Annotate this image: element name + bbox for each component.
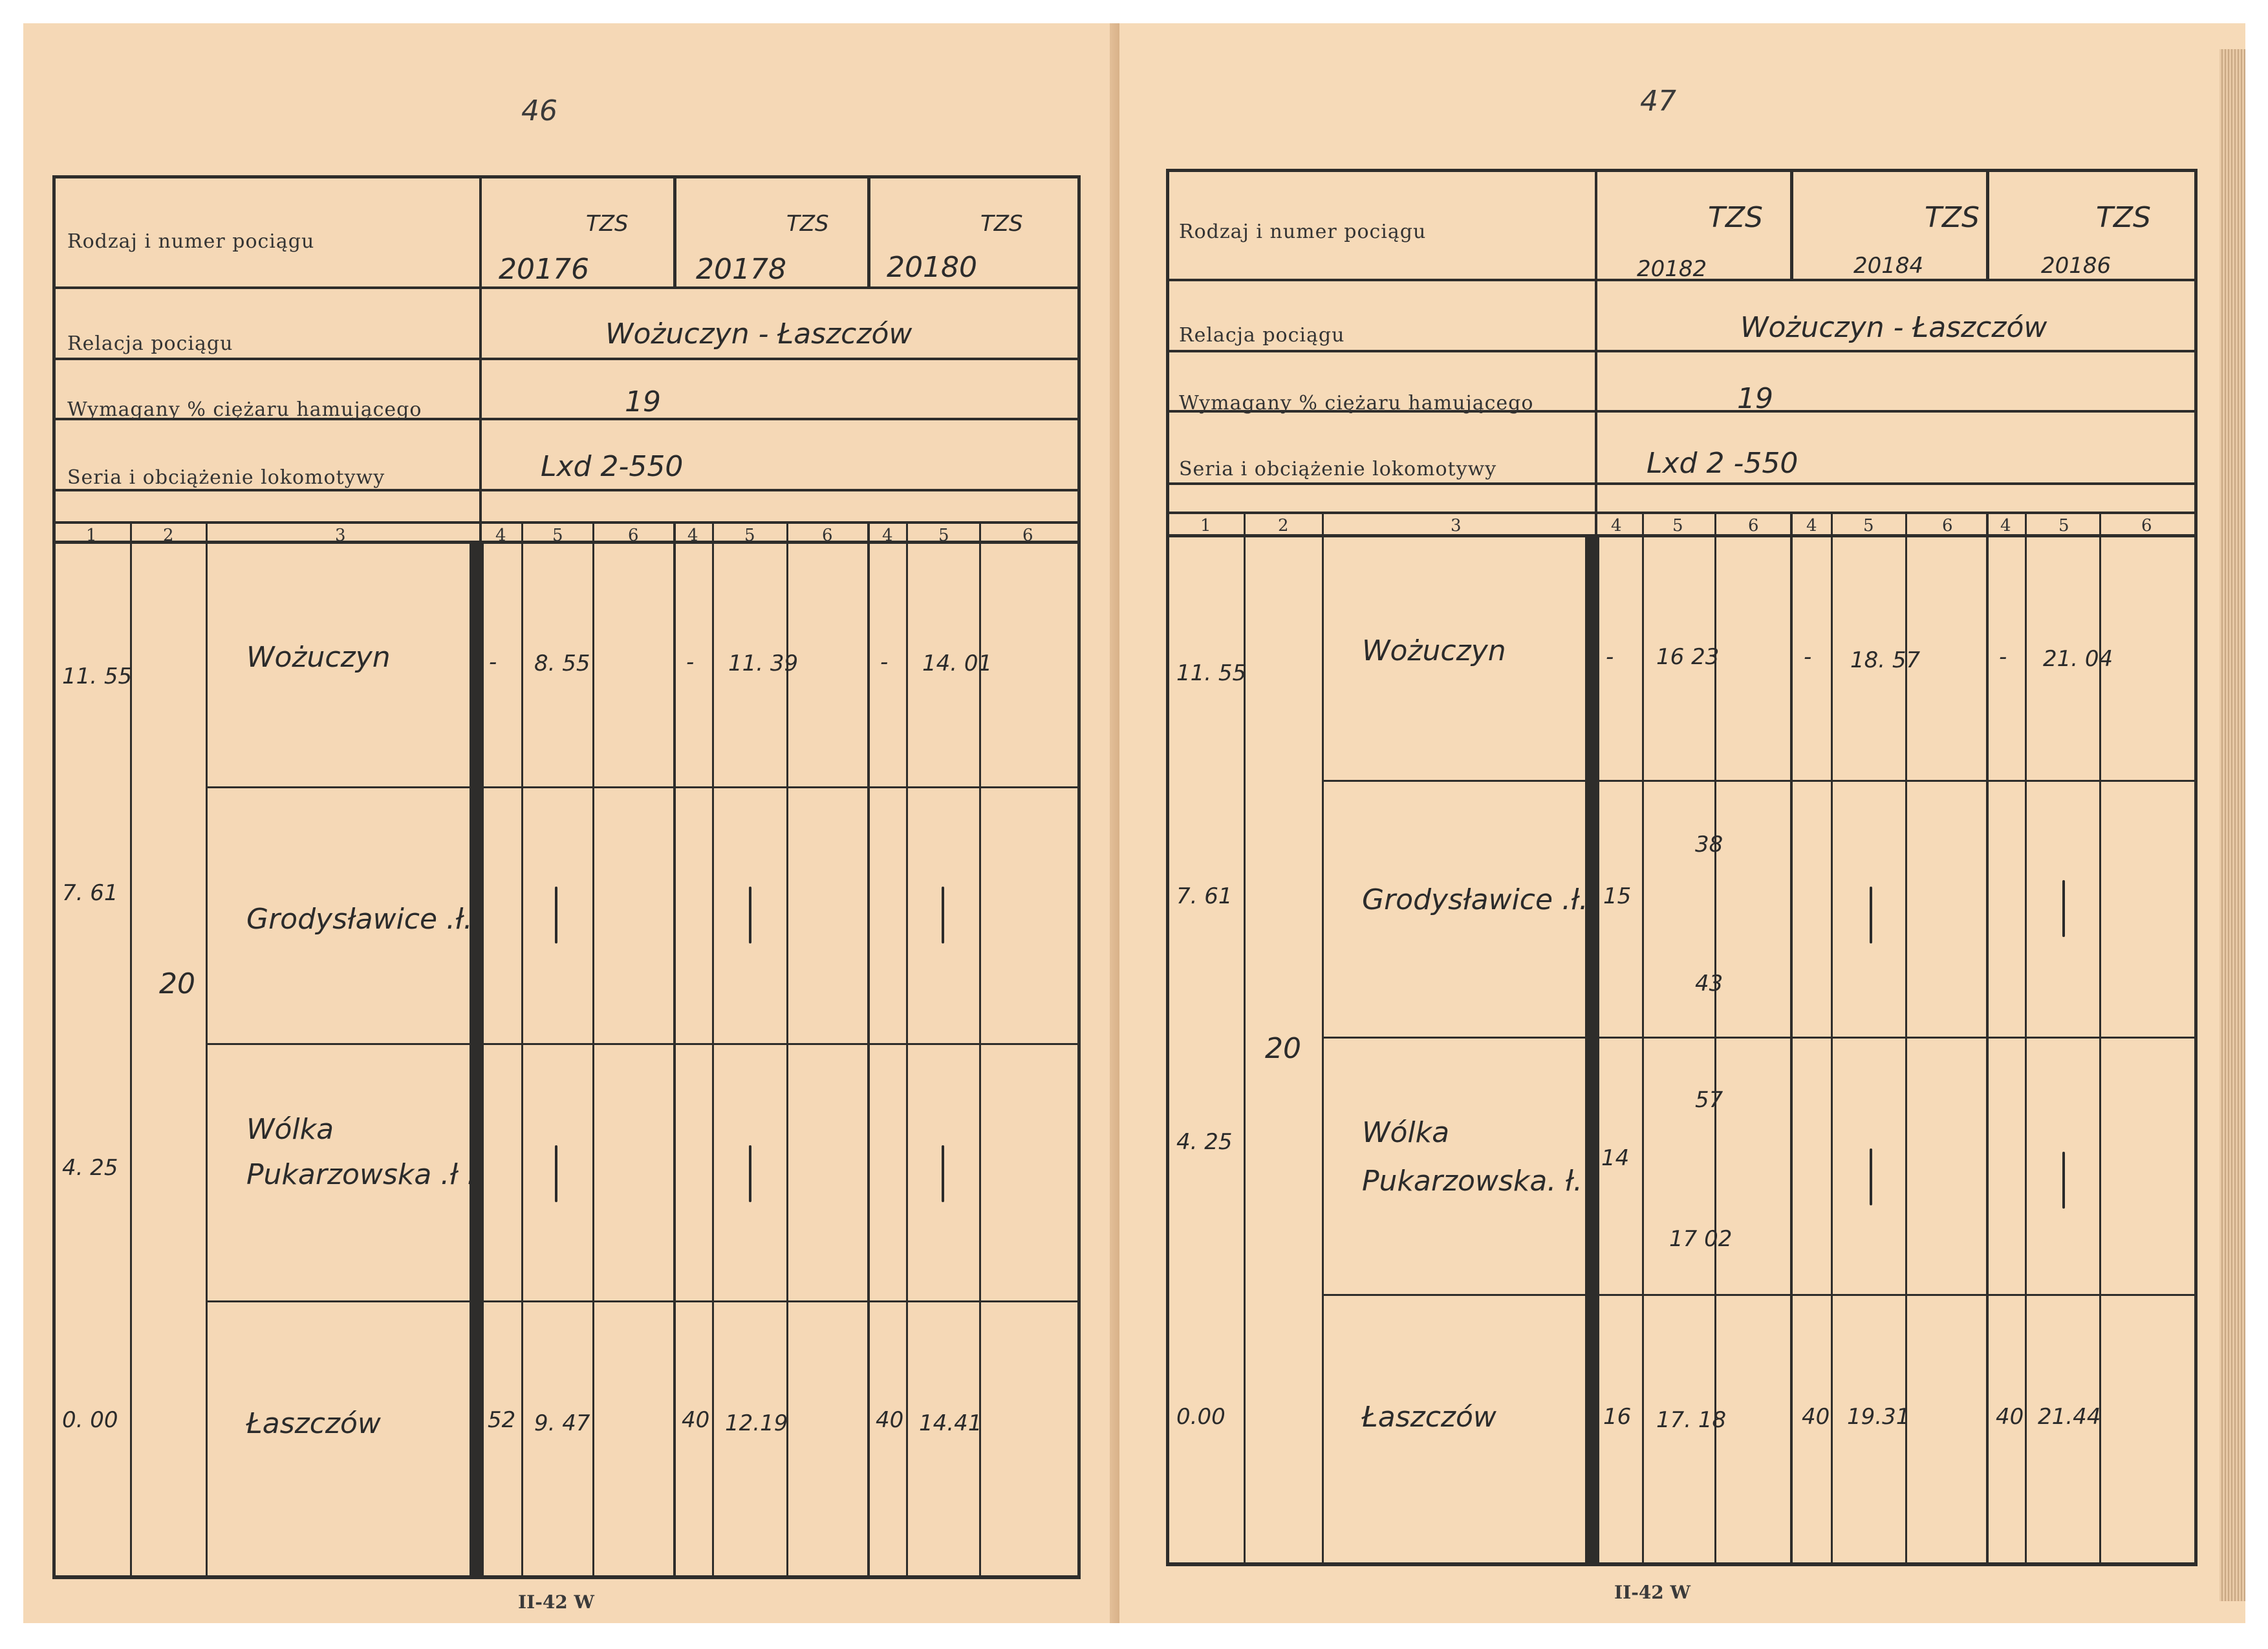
- time-mark: -: [1606, 644, 1614, 670]
- relation-label: Relacja pociągu: [1179, 324, 1345, 347]
- station-km: 4. 25: [62, 1155, 118, 1181]
- departure-time: 11. 39: [728, 651, 799, 676]
- column-number: 4: [687, 526, 698, 545]
- column-number: 6: [1022, 526, 1033, 545]
- arrival-time: 57: [1695, 1087, 1723, 1113]
- departure-time: 8. 55: [534, 651, 590, 676]
- departure-time: 18. 57: [1850, 647, 1921, 673]
- arrival-minutes: 52: [488, 1407, 516, 1433]
- column-number: 6: [822, 526, 833, 545]
- train-type-label: Rodzaj i numer pociągu: [67, 230, 315, 253]
- train-type-label: Rodzaj i numer pociągu: [1179, 221, 1427, 243]
- train-number: 20180: [887, 251, 977, 284]
- distance-value: 20: [1265, 1032, 1301, 1065]
- brake-label: Wymagany % ciężaru hamującego: [67, 398, 422, 421]
- pass-through-mark: [749, 887, 751, 943]
- departure-time: 14. 01: [922, 651, 993, 676]
- departure-time: 21. 04: [2043, 646, 2113, 672]
- page-number: 46: [521, 94, 557, 127]
- column-number: 6: [2141, 516, 2152, 535]
- right-page: [1119, 23, 2245, 1623]
- column-number: 4: [2000, 516, 2011, 535]
- pass-through-mark: [942, 887, 944, 943]
- book-spread: [23, 23, 2245, 1623]
- column-number: 6: [1942, 516, 1953, 535]
- arrival-time: 38: [1695, 832, 1723, 857]
- station-name: Łaszczów: [246, 1407, 381, 1440]
- pass-through-mark: [942, 1145, 944, 1202]
- train-type: TZS: [980, 211, 1023, 237]
- station-name: Grodysławice .ł.: [1362, 883, 1588, 916]
- column-number: 5: [2058, 516, 2069, 535]
- relation-value: Wożuczyn - Łaszczów: [1740, 311, 2047, 344]
- train-type: TZS: [2096, 201, 2151, 234]
- train-type: TZS: [1925, 201, 1980, 234]
- station-km: 11. 55: [1176, 660, 1247, 686]
- column-number: 6: [628, 526, 639, 545]
- relation-label: Relacja pociągu: [67, 332, 233, 355]
- station-km: 0. 00: [62, 1407, 118, 1433]
- arrival-time: 9. 47: [534, 1410, 590, 1436]
- page-edge: [2219, 49, 2245, 1601]
- loco-label: Seria i obciążenie lokomotywy: [67, 466, 385, 489]
- arrival-minutes: 40: [682, 1407, 710, 1433]
- arrival-time: 17. 18: [1656, 1407, 1727, 1433]
- station-name: Pukarzowska .ł .: [246, 1158, 476, 1191]
- departure-time: 43: [1695, 971, 1723, 997]
- column-number: 5: [744, 526, 755, 545]
- column-number: 4: [1806, 516, 1817, 535]
- column-number: 5: [1672, 516, 1683, 535]
- arrival-time: 19.31: [1847, 1404, 1910, 1430]
- train-number: 20176: [499, 253, 589, 286]
- station-km: 0.00: [1176, 1404, 1226, 1430]
- arrival-minutes: 40: [1996, 1404, 2024, 1430]
- column-number: 6: [1748, 516, 1759, 535]
- column-number: 1: [1200, 516, 1211, 535]
- pass-through-mark: [749, 1145, 751, 1202]
- column-number: 5: [552, 526, 563, 545]
- column-number: 4: [882, 526, 893, 545]
- station-km: 11. 55: [62, 663, 133, 689]
- station-km: 7. 61: [62, 880, 118, 906]
- arrival-time: 14.41: [919, 1410, 982, 1436]
- loco-label: Seria i obciążenie lokomotywy: [1179, 458, 1497, 480]
- arrival-minutes: 16: [1603, 1404, 1632, 1430]
- arrival-minutes: 40: [876, 1407, 904, 1433]
- arrival-minutes: 40: [1802, 1404, 1830, 1430]
- station-name: Wożuczyn: [1362, 634, 1506, 667]
- arrival-time: 21.44: [2038, 1404, 2101, 1430]
- dwell-minutes: 14: [1601, 1145, 1630, 1171]
- column-number: 1: [86, 526, 97, 545]
- train-type: TZS: [1708, 201, 1763, 234]
- train-type: TZS: [786, 211, 829, 237]
- train-number: 20182: [1637, 256, 1707, 282]
- page-number: 47: [1640, 85, 1676, 118]
- station-name: Wólka: [246, 1113, 334, 1146]
- left-page: [23, 23, 1119, 1623]
- time-mark: -: [880, 649, 889, 675]
- station-name: Pukarzowska. ł.: [1362, 1165, 1582, 1198]
- dwell-minutes: 15: [1603, 883, 1632, 909]
- train-number: 20184: [1853, 253, 1924, 279]
- departure-time: 16 23: [1656, 644, 1720, 670]
- brake-label: Wymagany % ciężaru hamującego: [1179, 392, 1534, 415]
- pass-through-mark: [2062, 880, 2065, 937]
- pass-through-mark: [1870, 1148, 1872, 1205]
- form-code: II-42 W: [518, 1591, 594, 1613]
- station-km: 4. 25: [1176, 1129, 1233, 1155]
- column-number: 4: [1611, 516, 1622, 535]
- relation-value: Wożuczyn - Łaszczów: [605, 318, 913, 350]
- train-number: 20178: [696, 253, 786, 286]
- time-mark: -: [686, 649, 695, 675]
- station-name: Grodysławice .ł.: [246, 903, 473, 936]
- train-type: TZS: [586, 211, 629, 237]
- column-number: 3: [335, 526, 346, 545]
- time-mark: -: [489, 649, 497, 675]
- time-mark: -: [1804, 644, 1812, 670]
- station-name: Łaszczów: [1362, 1401, 1496, 1434]
- brake-value: 19: [1737, 382, 1773, 415]
- column-number: 4: [495, 526, 506, 545]
- arrival-time: 12.19: [725, 1410, 788, 1436]
- pass-through-mark: [555, 1145, 557, 1202]
- form-code: II-42 W: [1614, 1582, 1690, 1603]
- departure-time: 17 02: [1669, 1226, 1733, 1252]
- time-mark: -: [1999, 644, 2007, 670]
- column-number: 5: [938, 526, 949, 545]
- column-number: 2: [163, 526, 174, 545]
- station-km: 7. 61: [1176, 883, 1233, 909]
- station-name: Wólka: [1362, 1116, 1450, 1149]
- brake-value: 19: [625, 385, 661, 418]
- pass-through-mark: [2062, 1152, 2065, 1209]
- train-number: 20186: [2041, 253, 2111, 279]
- station-name: Wożuczyn: [246, 641, 391, 674]
- pass-through-mark: [555, 887, 557, 943]
- loco-value: Lxd 2 -550: [1647, 447, 1798, 480]
- column-number: 5: [1863, 516, 1874, 535]
- column-number: 3: [1451, 516, 1462, 535]
- distance-value: 20: [159, 967, 195, 1000]
- column-number: 2: [1278, 516, 1289, 535]
- pass-through-mark: [1870, 887, 1872, 943]
- loco-value: Lxd 2-550: [541, 450, 684, 483]
